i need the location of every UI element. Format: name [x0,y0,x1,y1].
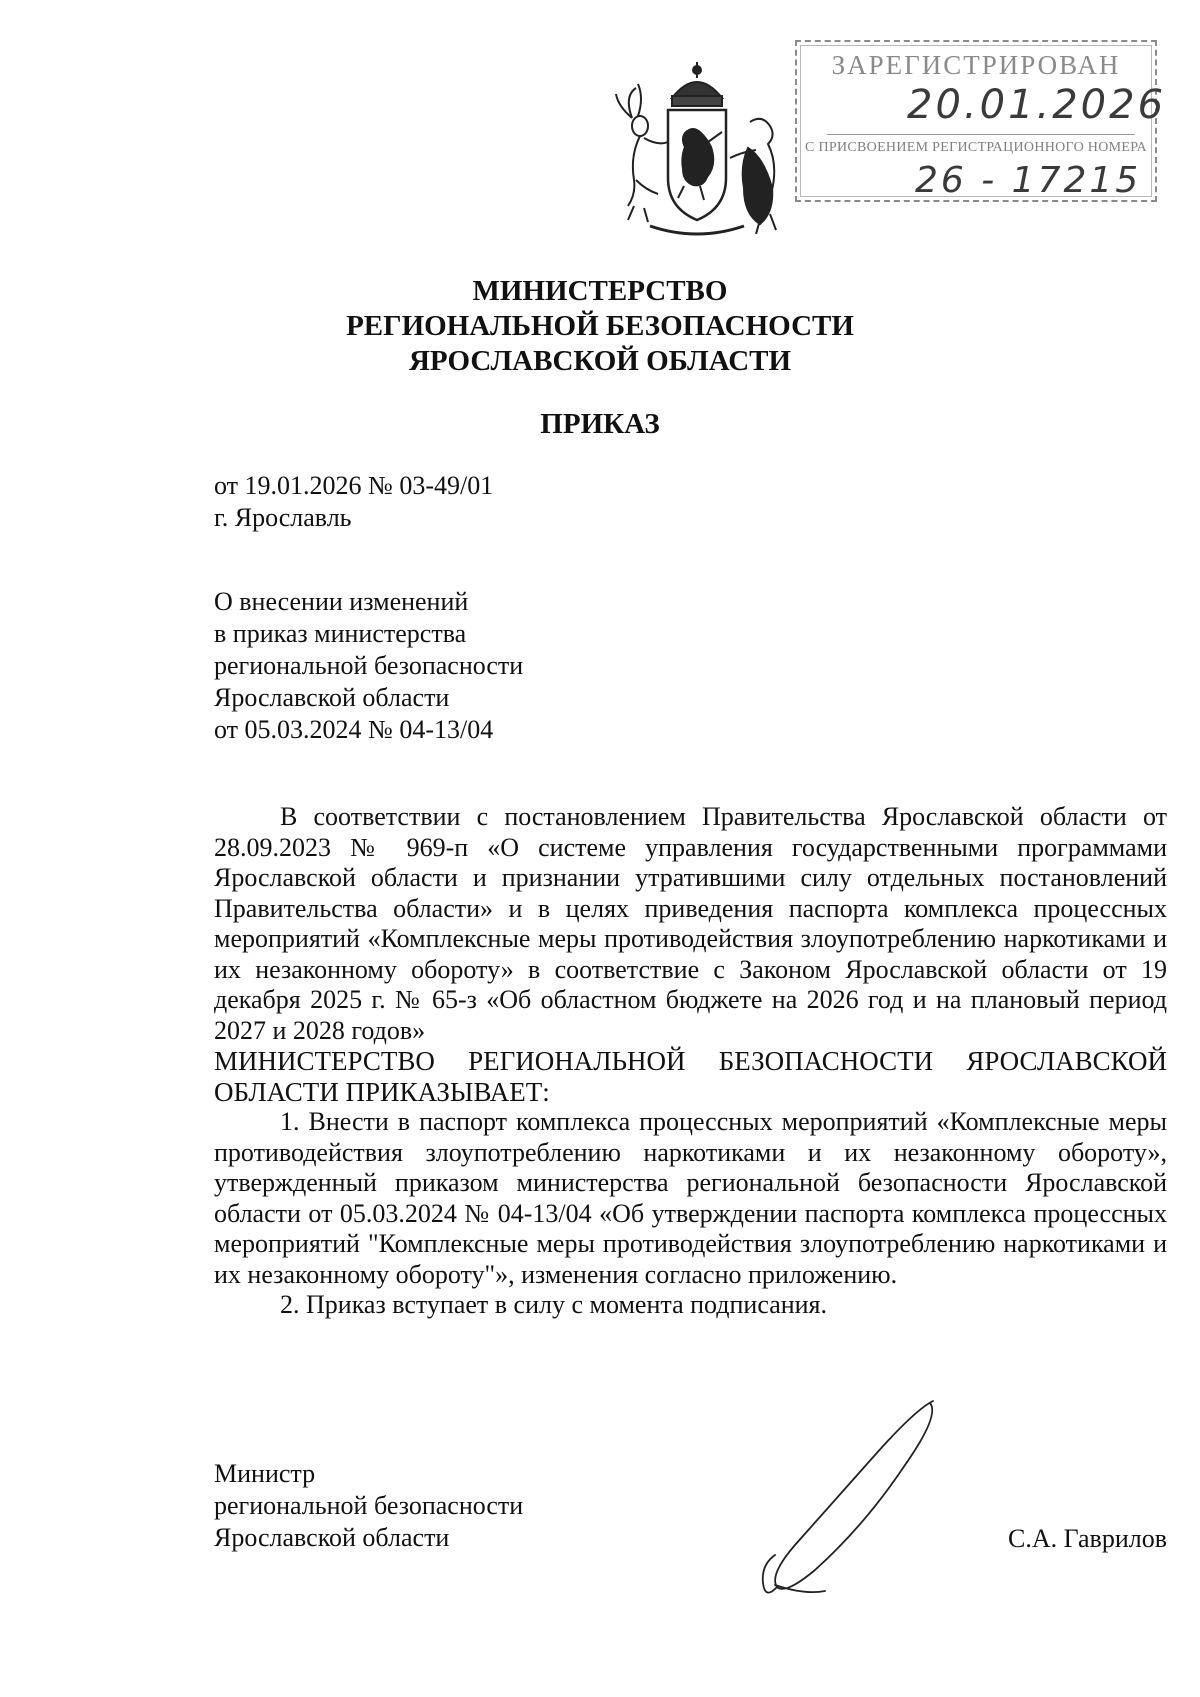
subject-line: Ярославской области [214,683,450,712]
order-item-2: 2. Приказ вступает в силу с момента подписания. [280,1290,828,1319]
signatory-title-line: Министр [214,1459,316,1488]
stamp-subtitle: С ПРИСВОЕНИЕМ РЕГИСТРАЦИОННОГО НОМЕРА [805,140,1147,155]
signatory-name: С.А. Гаврилов [1008,1524,1167,1553]
order-title: ПРИКАЗ [540,408,660,440]
order-meta [214,470,493,534]
signatory-title-line: Ярославской области [214,1523,450,1552]
order-item-1: 1. Внести в паспорт комплекса процессных мероприятий «Комплексные меры противодействия злоупотреблению наркотиками и их незаконному обороту», утвержденный приказом министерства региональной безопасности Ярославской области от 05.03.2024 № 04-13/04 «Об утверждении паспорта комплекса процессных мероприятий "Комплексные меры противодействия злоупотреблению наркотиками и их незаконному обороту"», изменения согласно приложению. [214,1107,1167,1289]
subject-line: в приказ министерства [214,619,467,648]
order-subject [214,586,523,746]
stamp-title: ЗАРЕГИСТРИРОВАН [831,50,1121,80]
registration-stamp [795,40,1167,202]
stamp-divider [827,134,1135,135]
handwritten-signature [755,1395,945,1605]
subject-line: региональной безопасности [214,651,524,680]
preamble-paragraph: В соответствии с постановлением Правительства Ярославской области от 28.09.2023 № 969-п «О системе управления государственными программами Ярославской области и признании утратившими силу отдельных постановлений Правительства области» и в целях приведения паспорта комплекса процессных мероприятий «Комплексные меры противодействия злоупотреблению наркотиками и их незаконному обороту» в соответствие с Законом Ярославской области от 19 декабря 2025 г. № 65-з «Об областном бюджете на 2026 год и на плановый период 2027 и 2028 годов» [214,802,1167,1045]
stamp-registration-number: 26 - 17215 [915,160,1142,201]
subject-line: О внесении изменений [214,587,469,616]
stamp-date: 20.01.2026 [907,82,1167,128]
yaroslavl-coat-of-arms-icon [610,58,785,243]
order-date-number: от 19.01.2026 № 03-49/01 [214,471,494,500]
subject-line: от 05.03.2024 № 04-13/04 [214,715,494,744]
ministry-heading-line: МИНИСТЕРСТВО [472,275,728,307]
signatory-title [214,1458,523,1554]
ministry-heading-line: ЯРОСЛАВСКОЙ ОБЛАСТИ [408,345,792,377]
order-city: г. Ярославль [214,503,352,532]
signatory-title-line: региональной безопасности [214,1491,524,1520]
ministry-heading [300,274,900,379]
ministry-heading-line: РЕГИОНАЛЬНОЙ БЕЗОПАСНОСТИ [346,310,854,342]
resolution-paragraph: МИНИСТЕРСТВО РЕГИОНАЛЬНОЙ БЕЗОПАСНОСТИ ЯРОСЛАВСКОЙ ОБЛАСТИ ПРИКАЗЫВАЕТ: [214,1046,1167,1107]
order-body [214,802,1167,1321]
